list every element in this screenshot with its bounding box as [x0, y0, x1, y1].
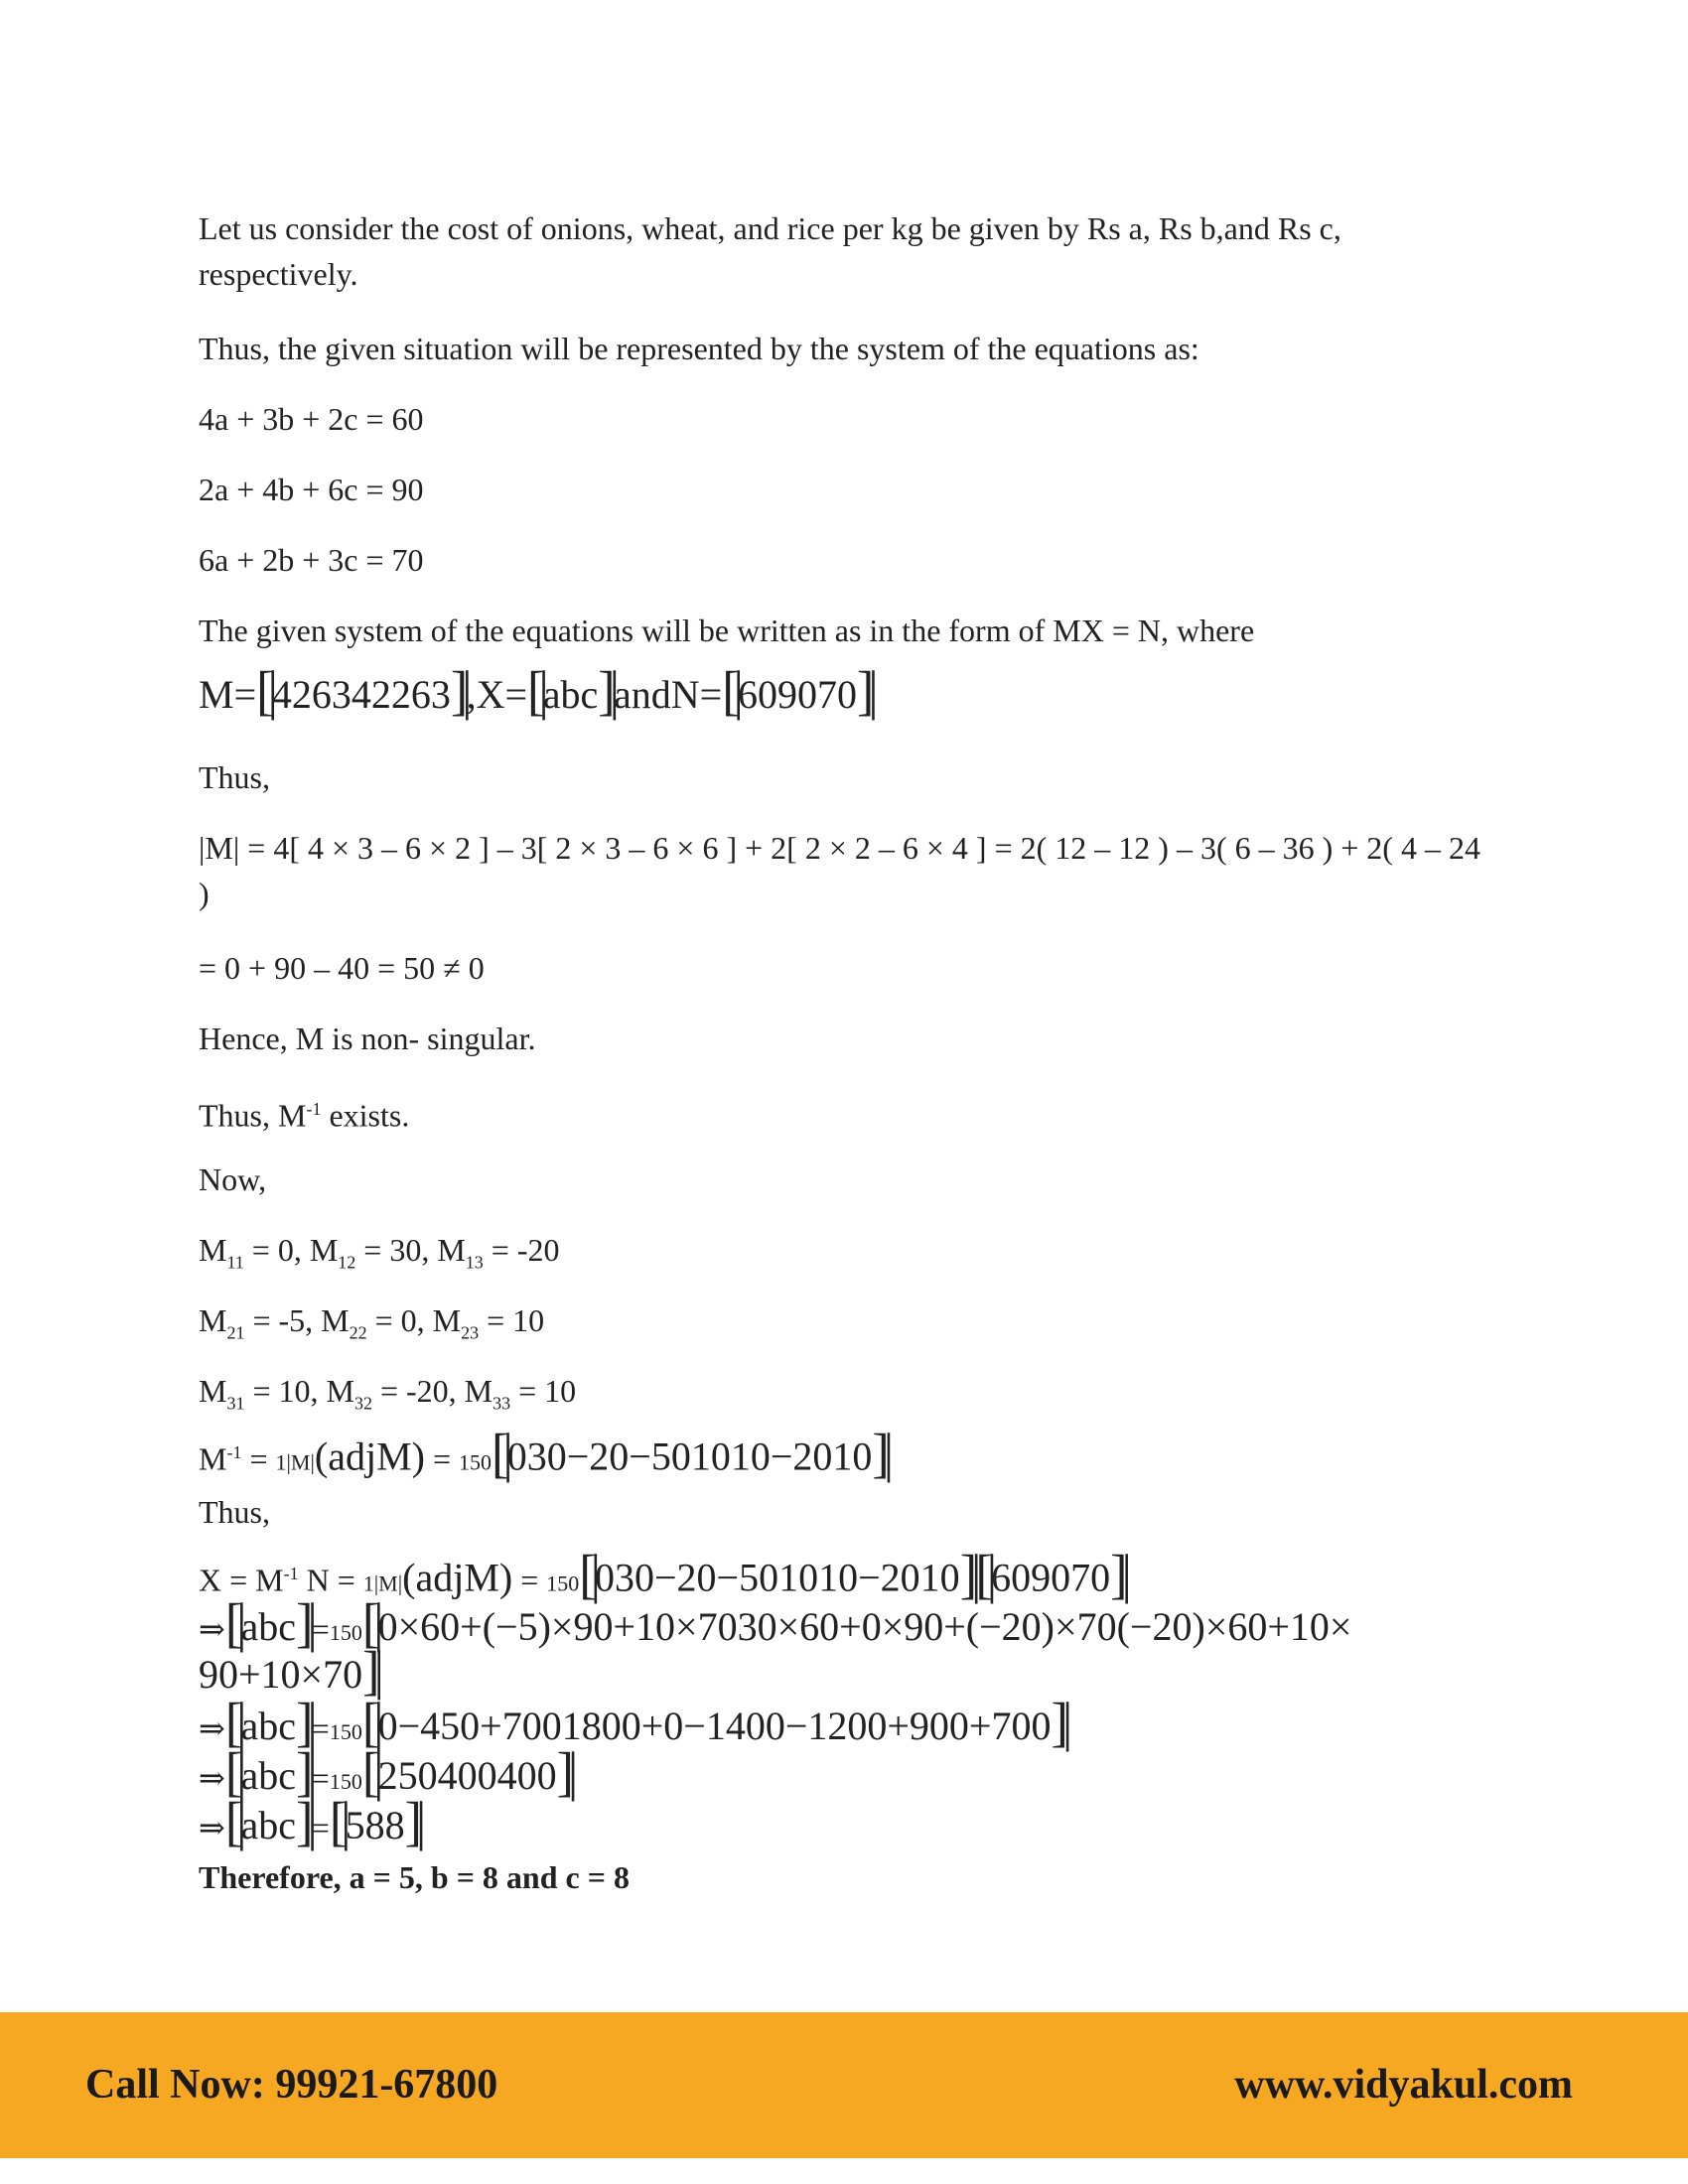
- cofactor-val: = 10,: [244, 1373, 327, 1409]
- left-bracket-icon: [|: [224, 1742, 241, 1803]
- n-values: 609070: [737, 672, 857, 717]
- x-frac2: 150: [546, 1570, 580, 1596]
- inverse-text-after: exists.: [321, 1097, 410, 1134]
- step-eq: =: [311, 1710, 330, 1746]
- n-prefix: andN=: [614, 672, 723, 717]
- cofactor-sub: 11: [226, 1252, 244, 1273]
- right-bracket-icon: ]|: [959, 1545, 976, 1605]
- step-abc: abc: [240, 1604, 297, 1649]
- step-values-cont: 90+10×70: [199, 1652, 363, 1697]
- step-values: 250400400: [377, 1753, 557, 1798]
- step-1-continued: [199, 1641, 378, 1702]
- step-3: [199, 1742, 573, 1805]
- x-m: M: [255, 1562, 284, 1598]
- implies-icon: ⇒: [199, 1710, 225, 1746]
- right-bracket-icon: ]|: [404, 1792, 421, 1852]
- cofactor-val: = 0,: [366, 1302, 433, 1338]
- left-bracket-icon: [|: [224, 1593, 241, 1654]
- step-frac: 150: [329, 1620, 362, 1645]
- step-frac: 150: [329, 1769, 362, 1794]
- right-bracket-icon: ]|: [296, 1792, 312, 1852]
- inv-frac2: 150: [459, 1449, 492, 1475]
- matrix-form-intro: The given system of the equations will be written as in the form of MX = N, where: [199, 613, 1255, 648]
- cofactor-sub: 13: [465, 1252, 484, 1273]
- call-now-text[interactable]: Call Now: 99921-67800: [85, 2062, 498, 2108]
- step-values: 588: [345, 1803, 405, 1847]
- x-eq: =: [512, 1562, 547, 1598]
- cofactor-sub: 12: [338, 1252, 356, 1273]
- right-bracket-icon: ]|: [1110, 1545, 1126, 1605]
- left-bracket-icon: [|: [329, 1792, 346, 1852]
- inv-eq: =: [241, 1440, 276, 1477]
- right-bracket-icon: ]|: [450, 661, 467, 722]
- cofactor-sub: 22: [349, 1322, 367, 1343]
- left-bracket-icon: [|: [256, 661, 272, 722]
- x-sup: -1: [283, 1564, 299, 1583]
- x-values: abc: [542, 672, 599, 717]
- system-intro: Thus, the given situation will be represented by the system of the equations as:: [199, 331, 1199, 366]
- cofactor-sub: 23: [461, 1322, 480, 1343]
- cofactor-sub: 32: [353, 1393, 372, 1414]
- step-eq: =: [311, 1810, 330, 1845]
- inv-lhs: M: [199, 1440, 227, 1477]
- x-n: N =: [298, 1562, 363, 1598]
- inv-sup: -1: [226, 1442, 242, 1462]
- step-eq: =: [311, 1611, 330, 1647]
- equation-2: 2a + 4b + 6c = 90: [199, 472, 424, 507]
- inv-adj: (adjM): [314, 1433, 425, 1479]
- left-bracket-icon: [|: [361, 1693, 378, 1753]
- cofactor-val: = 0,: [243, 1232, 310, 1268]
- x-frac: 1|M|: [362, 1570, 403, 1596]
- m-prefix: M=: [199, 672, 257, 717]
- equation-3: 6a + 2b + 3c = 70: [199, 542, 424, 578]
- left-bracket-icon: [|: [975, 1545, 992, 1605]
- inverse-sup: -1: [306, 1099, 322, 1119]
- inverse-formula: [199, 1424, 889, 1486]
- left-bracket-icon: [|: [224, 1693, 241, 1753]
- cofactor-sub: 31: [226, 1393, 245, 1414]
- left-bracket-icon: [|: [224, 1792, 241, 1852]
- step-abc: abc: [240, 1803, 297, 1847]
- step-abc: abc: [240, 1704, 297, 1748]
- step-values: 0×60+(−5)×90+10×7030×60+0×90+(−20)×70(−20)×60+10×: [377, 1604, 1352, 1649]
- cofactor-val: = -20: [483, 1232, 560, 1268]
- left-bracket-icon: [|: [361, 1742, 378, 1803]
- step-frac: 150: [329, 1719, 362, 1744]
- cofactor-val: = 10: [479, 1302, 545, 1338]
- inverse-exists: [199, 1086, 409, 1139]
- inv-frac: 1|M|: [275, 1449, 315, 1475]
- left-bracket-icon: [|: [722, 661, 738, 722]
- right-bracket-icon: ]|: [296, 1742, 312, 1803]
- x-values: 030−20−501010−2010: [595, 1555, 960, 1600]
- nonsingular-statement: Hence, M is non- singular.: [199, 1021, 536, 1056]
- equation-1: 4a + 3b + 2c = 60: [199, 401, 424, 437]
- step-2: [199, 1693, 1067, 1755]
- left-bracket-icon: [|: [492, 1424, 507, 1484]
- cofactor-val: = -20,: [371, 1373, 465, 1409]
- conclusion: Therefore, a = 5, b = 8 and c = 8: [199, 1859, 630, 1895]
- footer-bar: [0, 2012, 1688, 2158]
- implies-icon: ⇒: [199, 1760, 225, 1796]
- left-bracket-icon: [|: [527, 661, 543, 722]
- right-bracket-icon: ]|: [1051, 1693, 1067, 1753]
- implies-icon: ⇒: [199, 1611, 225, 1647]
- right-bracket-icon: ]|: [296, 1693, 312, 1753]
- cofactor-sub: 33: [492, 1393, 511, 1414]
- now-label: Now,: [199, 1161, 267, 1197]
- intro-paragraph: Let us consider the cost of onions, wheat, and rice per kg be given by Rs a, Rs b,and Rs c, respectively.: [199, 210, 1341, 292]
- right-bracket-icon: ]|: [556, 1742, 573, 1803]
- left-bracket-icon: [|: [361, 1593, 378, 1654]
- left-bracket-icon: [|: [579, 1545, 595, 1605]
- determinant-result: = 0 + 90 – 40 = 50 ≠ 0: [199, 950, 485, 986]
- implies-icon: ⇒: [199, 1810, 225, 1845]
- cofactor-row-2: $M_{21} = -5$, $M_{22} = 0$, $M_{23} = 10$: [199, 1302, 545, 1343]
- inv-eq2: =: [424, 1440, 459, 1477]
- right-bracket-icon: ]|: [856, 661, 873, 722]
- x-adj: (adjM): [402, 1555, 513, 1600]
- right-bracket-icon: ]|: [598, 661, 615, 722]
- thus-1: Thus,: [199, 759, 270, 795]
- cofactor-val: = -5,: [244, 1302, 322, 1338]
- right-bracket-icon: ]|: [872, 1424, 889, 1484]
- matrix-definitions: [199, 661, 873, 722]
- x-solution-line: [199, 1545, 1126, 1607]
- inverse-text: Thus, M: [199, 1097, 307, 1134]
- step-abc: abc: [240, 1753, 297, 1798]
- thus-2: Thus,: [199, 1494, 270, 1530]
- cofactor-row-1: $M_{11} = 0$, $M_{12} = 30$, $M_{13} = -20$: [199, 1232, 560, 1273]
- x-values2: 609070: [991, 1555, 1111, 1600]
- m-values: 426342263: [271, 672, 451, 717]
- inv-values: 030−20−501010−2010: [506, 1433, 873, 1479]
- cofactor-val: = 30,: [355, 1232, 438, 1268]
- website-link[interactable]: www.vidyakul.com: [1234, 2062, 1573, 2108]
- cofactor-val: = 10: [510, 1373, 577, 1409]
- step-eq: =: [311, 1760, 330, 1796]
- right-bracket-icon: ]|: [296, 1593, 312, 1654]
- step-values: 0−450+7001800+0−1400−1200+900+700: [377, 1704, 1052, 1748]
- cofactor-row-3: $M_{31} = 10$, $M_{32} = -20$, $M_{33} = 10$: [199, 1373, 577, 1414]
- right-bracket-icon: ]|: [362, 1641, 378, 1702]
- x-lhs: X =: [199, 1562, 256, 1598]
- x-prefix: ,X=: [466, 672, 528, 717]
- cofactor-sub: 21: [226, 1322, 245, 1343]
- determinant-line: |M| = 4[ 4 × 3 – 6 × 2 ] – 3[ 2 × 3 – 6 × 6 ] + 2[ 2 × 2 – 6 × 4 ] = 2( 12 – 12 ) – 3( 6 – 36 ) + 2( 4 – 24 ): [199, 830, 1480, 911]
- step-4: [199, 1792, 421, 1852]
